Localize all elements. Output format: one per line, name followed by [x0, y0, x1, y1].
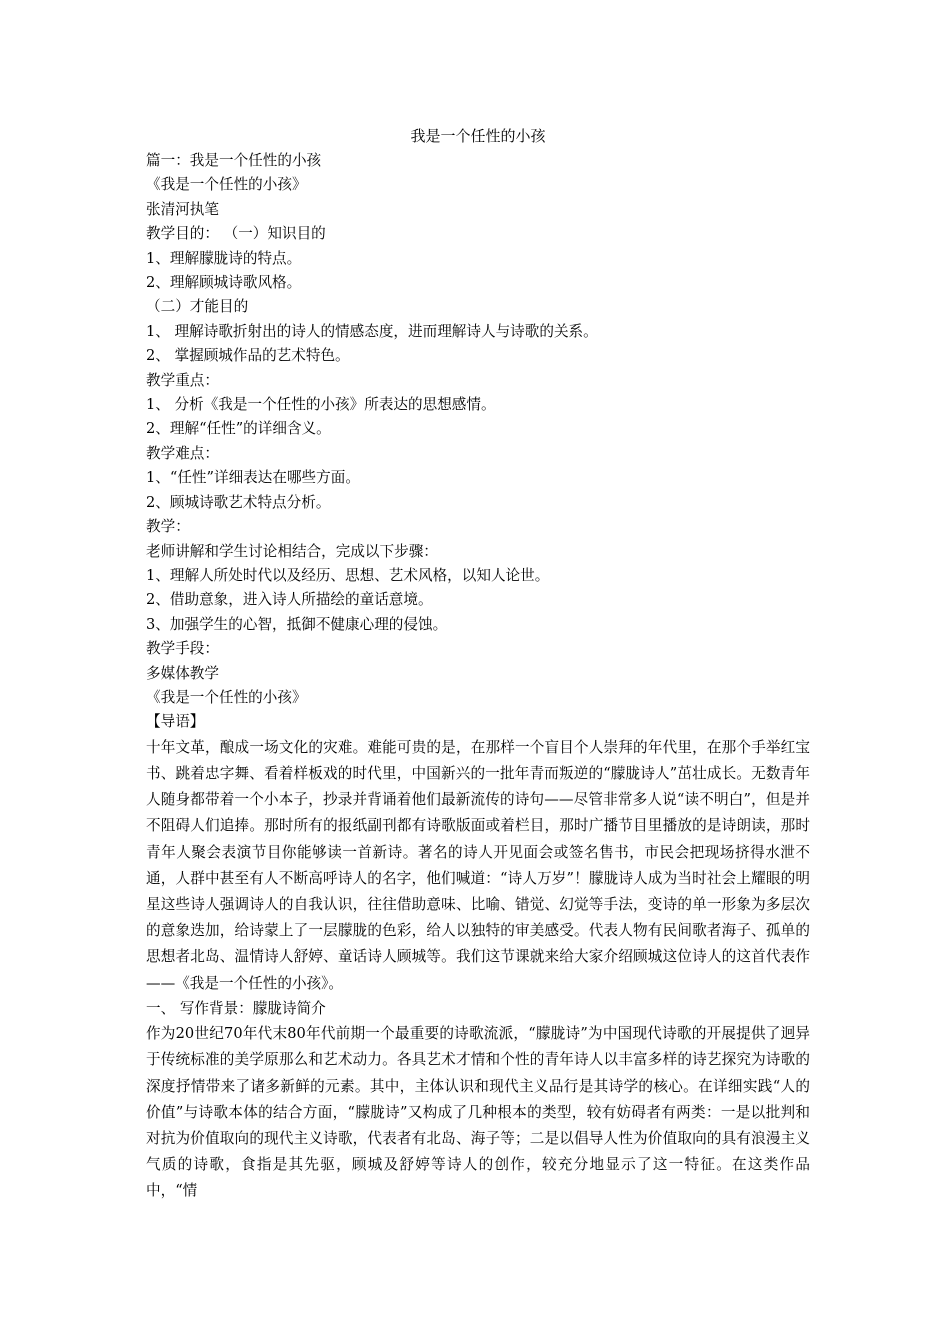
text-line: 教学难点： [146, 444, 219, 462]
text-line: 1、理解人所处时代以及经历、思想、艺术风格，以知人论世。 [146, 566, 550, 584]
text-line: 教学重点： [146, 371, 219, 389]
text-line: （二）才能目的 [146, 298, 249, 316]
text-line: 《我是一个任性的小孩》 [146, 176, 307, 194]
intro-paragraph: 十年文革，酿成一场文化的灾难。难能可贵的是，在那样一个盲目个人崇拜的年代里，在那个手举红宝书、跳着忠字舞、看着样板戏的时代里，中国新兴的一批年青而叛逆的“朦胧诗人”茁壮成长。无数青年人随身都带着一个小本子，抄录并背诵着他们最新流传的诗句——尽管非常多人说“读不明白”，但是并不阻碍人们追捧。那时所有的报纸副刊都有诗歌版面或着栏目，那时广播节目里播放的是诗朗读，那时青年人聚会表演节目你能够读一首新诗。著名的诗人开见面会或签名售书，市民会把现场挤得水泄不通，人群中甚至有人不断高呼诗人的名字，他们喊道：“诗人万岁”！朦胧诗人成为当时社会上耀眼的明星这些诗人强调诗人的自我认识，往往借助意味、比喻、错觉、幻觉等手法，变诗的单一形象为多层次的意象迭加，给诗蒙上了一层朦胧的色彩，给人以独特的审美感受。代表人物有民间歌者海子、孤单的思想者北岛、温情诗人舒婷、童话诗人顾城等。我们这节课就来给大家介绍顾城这位诗人的这首代表作——《我是一个任性的小孩》。 [146, 738, 810, 992]
document-title: 我是一个任性的小孩 [410, 127, 546, 145]
document-body [146, 124, 810, 1205]
text-line: 《我是一个任性的小孩》 [146, 688, 307, 706]
text-line: 教学手段： [146, 640, 219, 658]
text-line: 【导语】 [146, 713, 205, 731]
text-line: 1、 分析《我是一个任性的小孩》所表达的思想感情。 [146, 396, 496, 414]
background-paragraph: 作为20世纪70年代末80年代前期一个最重要的诗歌流派，“朦胧诗”为中国现代诗歌的开展提供了迥异于传统标准的美学原那么和艺术动力。各具艺术才情和个性的青年诗人以丰富多样的诗艺探究为诗歌的深度抒情带来了诸多新鲜的元素。其中，主体认识和现代主义品行是其诗学的核心。在详细实践“人的价值”与诗歌本体的结合方面，“朦胧诗”又构成了几种根本的类型，较有妨碍者有两类：一是以批判和对抗为价值取向的现代主义诗歌，代表者有北岛、海子等；二是以倡导人性为价值取向的具有浪漫主义气质的诗歌，食指是其先驱，顾城及舒婷等诗人的创作，较充分地显示了这一特征。在这类作品中，“情 [146, 1025, 810, 1200]
section-heading: 一、 写作背景：朦胧诗简介 [146, 999, 326, 1017]
text-line: 2、理解“任性”的详细含义。 [146, 420, 331, 438]
text-line: 2、借助意象，进入诗人所描绘的童话意境。 [146, 591, 433, 609]
text-line: 教学： [146, 518, 190, 536]
text-line: 2、理解顾城诗歌风格。 [146, 274, 302, 292]
text-line: 篇一：我是一个任性的小孩 [146, 152, 322, 169]
text-line: 1、“任性”详细表达在哪些方面。 [146, 469, 360, 487]
text-line: 1、理解朦胧诗的特点。 [146, 249, 302, 267]
text-line: 3、加强学生的心智，抵御不健康心理的侵蚀。 [146, 615, 448, 633]
text-line: 2、顾城诗歌艺术特点分析。 [146, 493, 331, 511]
text-line: 多媒体教学 [146, 664, 219, 682]
text-line: 1、 理解诗歌折射出的诗人的情感态度，进而理解诗人与诗歌的关系。 [146, 322, 598, 340]
text-line: 2、 掌握顾城作品的艺术特色。 [146, 347, 350, 365]
text-line: 张清河执笔 [146, 200, 219, 218]
text-line: 教学目的： （一）知识目的 [146, 225, 326, 243]
text-line: 老师讲解和学生讨论相结合，完成以下步骤： [146, 542, 438, 560]
